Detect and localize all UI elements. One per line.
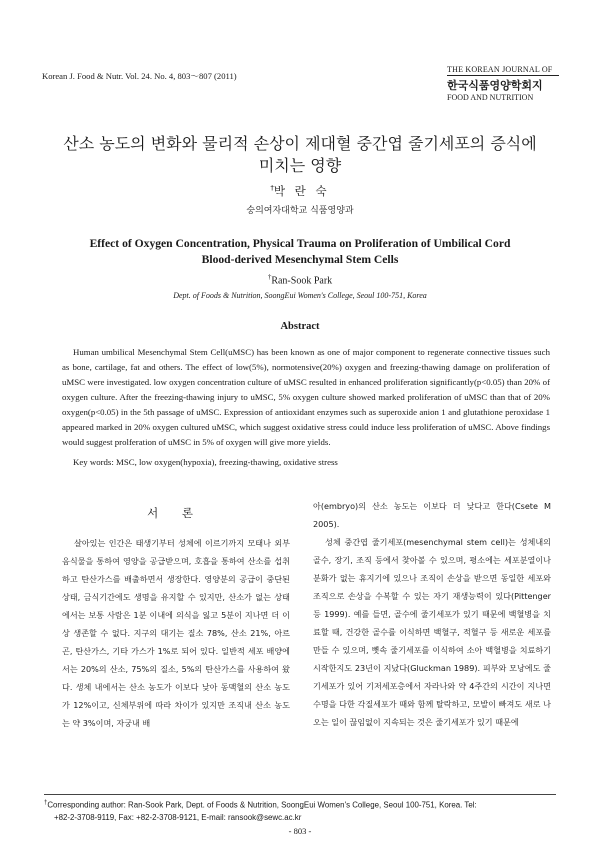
english-title	[50, 236, 550, 268]
footnote	[44, 797, 564, 824]
korean-affiliation: 숭의여자대학교 식품영양과	[246, 206, 354, 216]
english-affiliation: Dept. of Foods & Nutrition, SoongEui Women's College, Seoul 100-751, Korea	[173, 291, 427, 300]
english-author-name: Ran-Sook Park	[271, 275, 333, 287]
journal-brand	[447, 65, 559, 102]
korean-title-line2: 미치는 영향	[258, 156, 342, 175]
abstract-text: Human umbilical Mesenchymal Stem Cell(uMSC) has been known as one of major component to regenerate connective tissues such as bone, cartilage, fat and others. The effect of low(5%), normotensive(20%) oxygen and freezing-thawing damage on proliferation of uMSC were investigated. low oxygen concentration culture of uMSC resulted in enhanced proliferation significantly(p<0.05) than 20% of oxygen culture. After the freezing-thawing injury to uMSC, 5% oxygen culture showed marked proliferation of uMSC than that of 20% oxygen(p<0.05) in the 5th passage of uMSC. Expression of antioxidant enzymes such as superoxide anion 1 and glutathione peroxidase 1 appeared marked in 20% oxygen cultured uMSC, which suggest oxidative stress could induce less proliferation of uMSC. Above findings would suggest prolferation of uMSC in 5% of oxygen will give more yields.	[62, 347, 550, 447]
brand-line-english-bottom: FOOD AND NUTRITION	[447, 93, 534, 102]
page-number: - 803 -	[288, 826, 312, 836]
author-mark: †	[270, 184, 274, 193]
footnote-line1	[44, 797, 564, 812]
footnote-line2: +82-2-3708-9119, Fax: +82-2-3708-9121, E-mail: ransook@sewc.ac.kr	[54, 812, 302, 822]
english-author	[0, 273, 600, 286]
brand-line-english-top: THE KOREAN JOURNAL OF	[447, 65, 559, 76]
intro-left-column: 살아있는 인간은 태생기부터 성체에 이르기까지 모태나 외부 음식물을 통하여 영양을 공급받으며, 호흡을 통하여 산소를 섭취하고 탄산가스를 배출하면서 생장한다. 영양분의 공급이 중단된 상태, 금식기간에도 생명을 유지할 수 있지만, 산소가 없는 상태에서는 보통 사람은 1분 이내에 의식을 잃고 5분이 지나면 더 이상 생존할 수 없다. 지구의 대기는 질소 78%, 산소 21%, 아르곤, 탄산가스, 기타 가스가 1%로 되어 있다. 일반적 세포 배양에서는 20%의 산소, 75%의 질소, 5%의 탄산가스를 사용하여 왔다. 생체 내에서는 산소 농도가 이보다 낮아 동맥혈의 산소 농도가 12%이고, 신체부위에 따라 차이가 있지만 조직내 산소 농도는 약 3%이며, 자궁내 배	[62, 538, 290, 728]
journal-reference: Korean J. Food & Nutr. Vol. 24. No. 4, 803～807 (2011)	[42, 71, 237, 81]
intro-right-continuation: 아(embryo)의 산소 농도는 이보다 더 낮다고 한다(Csete M 2005).	[313, 501, 551, 529]
korean-title	[40, 133, 560, 177]
footnote-mark: †	[44, 800, 48, 806]
intro-right-paragraph: 성체 중간엽 줄기세포(mesenchymal stem cell)는 성체내의 골수, 장기, 조직 등에서 찾아볼 수 있으며, 평소에는 세포분열이나 분화가 없는 휴지기에 있으나 조직이 손상을 받으면 동일한 세포와 조직으로 손상을 수복할 수 있는 자기 재생능력이 있다(Pittenger 등 1999). 예를 들면, 골수에 줄기세포가 있기 때문에 백혈병을 치료할 때, 건강한 골수를 이식하면 백혈구, 적혈구 등 새로운 세포를 만들 수 있으며, 뼛속 줄기세포를 이식하여 소아 백혈병을 치료하기 시작한지도 23년이 지났다(Gluckman 1989). 피부와 모낭에도 줄기세포가 있어 기저세포층에서 자라나와 약 4주간의 시간이 지나면 수명을 다한 각질세포가 때와 함께 탈락하고, 모발이 빠져도 새로 나오는 일이 끊임없이 지속되는 것은 줄기세포가 있기 때문에	[313, 537, 551, 727]
english-title-line1: Effect of Oxygen Concentration, Physical Trauma on Proliferation of Umbilical Cord	[89, 237, 511, 250]
brand-line-korean: 한국식품영양학회지	[447, 79, 543, 92]
korean-author-name: 박 란 숙	[273, 184, 330, 198]
abstract-heading: Abstract	[280, 321, 320, 332]
english-author-mark: †	[267, 273, 272, 281]
english-title-line2: Blood-derived Mesenchymal Stem Cells	[201, 253, 399, 266]
korean-title-line1: 산소 농도의 변화와 물리적 손상이 제대혈 중간엽 줄기세포의 증식에	[63, 134, 537, 153]
keywords: Key words: MSC, low oxygen(hypoxia), freezing-thawing, oxidative stress	[73, 457, 338, 467]
intro-right-column	[313, 497, 551, 731]
korean-author	[0, 183, 600, 199]
section-heading-introduction: 서 론	[147, 506, 203, 520]
footnote-divider	[44, 794, 556, 795]
footnote-text-1: Corresponding author: Ran-Sook Park, Dept. of Foods & Nutrition, SoongEui Women's College, Seoul 100-751, Korea. Tel:	[47, 800, 477, 810]
